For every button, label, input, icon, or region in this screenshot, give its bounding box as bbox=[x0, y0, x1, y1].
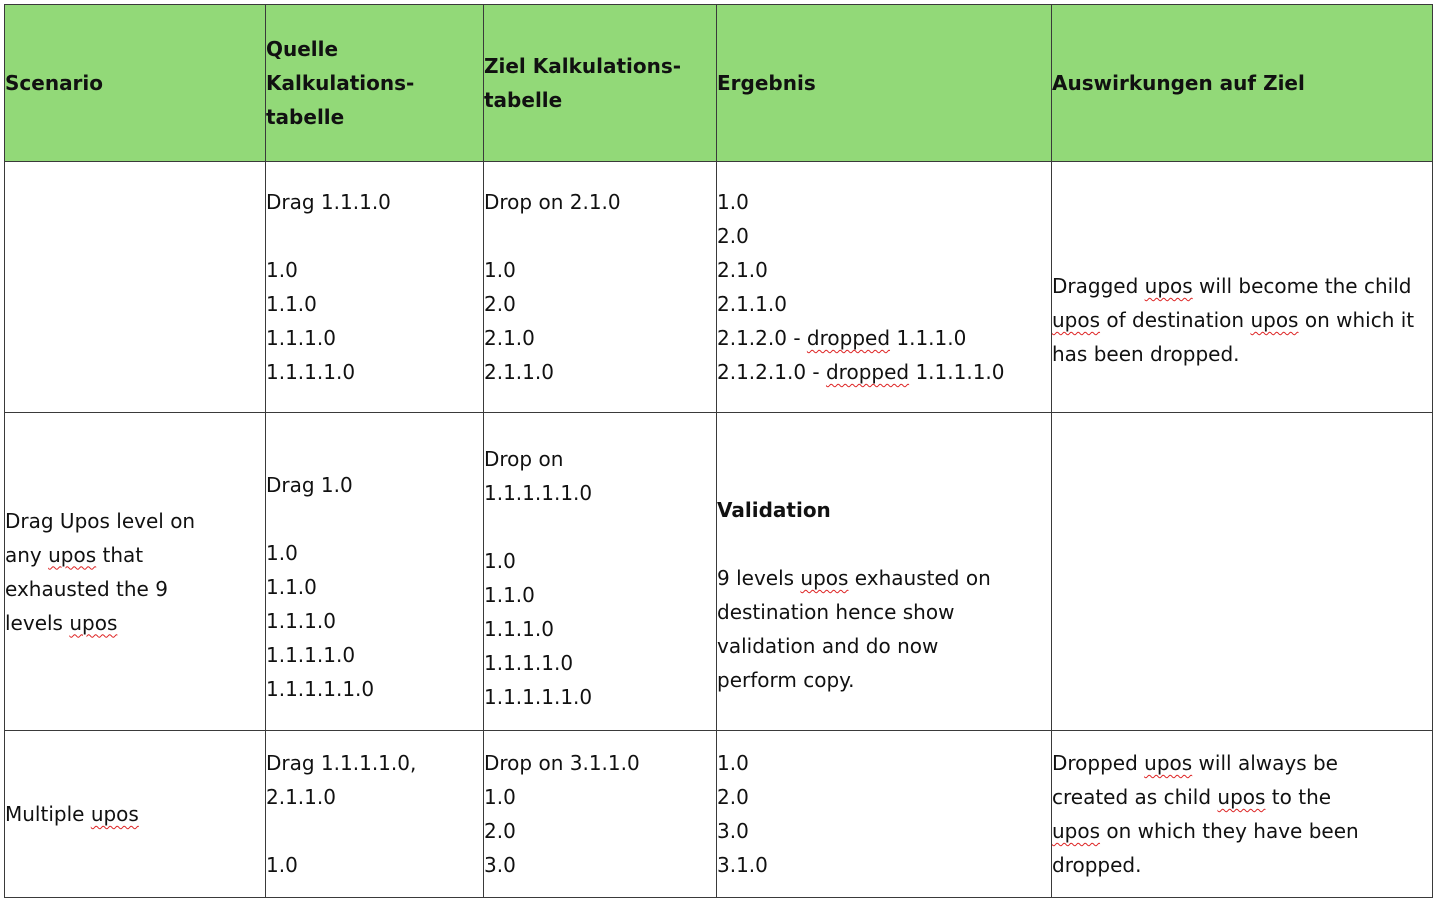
source-level: 1.1.1.0 bbox=[266, 608, 336, 633]
result-line: 2.0 bbox=[717, 224, 749, 248]
result-line: 2.1.0 bbox=[717, 258, 768, 282]
scenario-line: Drag Upos level on bbox=[5, 508, 196, 533]
source-action: Drag 1.1.1.0 bbox=[266, 190, 391, 214]
scenario-cell bbox=[5, 413, 266, 731]
source-level: 1.1.1.1.0 bbox=[266, 642, 356, 667]
scenario-cell bbox=[5, 731, 266, 898]
source-level: 1.1.1.0 bbox=[266, 326, 336, 350]
impact-text bbox=[1052, 274, 1414, 366]
target-level: 1.0 bbox=[484, 258, 516, 282]
impact-cell bbox=[1052, 162, 1433, 413]
impact-part: created as child bbox=[1052, 785, 1218, 809]
impact-part: of destination bbox=[1100, 308, 1251, 332]
target-level: 2.0 bbox=[484, 292, 516, 316]
spellcheck-word: upos bbox=[1217, 785, 1266, 809]
source-level: 1.0 bbox=[266, 258, 298, 282]
target-cell bbox=[484, 731, 717, 898]
dropped-suffix: 1.1.1.1.0 bbox=[909, 360, 1005, 384]
source-action: 2.1.1.0 bbox=[266, 785, 336, 809]
scenario-part: levels bbox=[5, 610, 70, 635]
spellcheck-word: upos bbox=[69, 610, 118, 635]
target-cell bbox=[484, 413, 717, 731]
dropped-prefix: 2.1.2.1.0 - bbox=[717, 360, 826, 384]
target-level: 3.0 bbox=[484, 853, 516, 877]
impact-part: on which it has been dropped. bbox=[1052, 308, 1415, 366]
table-row bbox=[5, 731, 1433, 898]
target-action: Drop on 2.1.0 bbox=[484, 190, 621, 214]
scenario-line: exhausted the 9 bbox=[5, 576, 168, 601]
result-cell bbox=[717, 731, 1052, 898]
impact-part: will always be bbox=[1192, 751, 1338, 775]
header-source: Quelle Kalkulations-tabelle bbox=[266, 5, 484, 162]
scenario-line bbox=[5, 538, 265, 572]
header-row bbox=[5, 5, 1433, 162]
spellcheck-word: upos bbox=[1250, 308, 1299, 332]
target-level: 1.1.1.1.0 bbox=[484, 651, 574, 675]
scenario-part: any bbox=[5, 542, 49, 567]
source-cell bbox=[266, 731, 484, 898]
scenario-table bbox=[4, 4, 1433, 898]
header-target: Ziel Kalkulations-tabelle bbox=[484, 5, 717, 162]
spellcheck-word: upos bbox=[800, 566, 849, 590]
impact-cell bbox=[1052, 731, 1433, 898]
result-line: 3.1.0 bbox=[717, 853, 768, 877]
target-level: 1.1.0 bbox=[484, 583, 535, 607]
spellcheck-word: upos bbox=[1144, 751, 1193, 775]
spellcheck-word: upos bbox=[1144, 274, 1193, 298]
validation-title: Validation bbox=[717, 498, 831, 522]
table-row bbox=[5, 162, 1433, 413]
target-level: 2.0 bbox=[484, 819, 516, 843]
impact-line: dropped. bbox=[1052, 853, 1142, 877]
target-level: 2.1.1.0 bbox=[484, 360, 554, 384]
spellcheck-word: upos bbox=[48, 542, 97, 567]
target-action: Drop on 3.1.1.0 bbox=[484, 751, 640, 775]
result-line: 1.0 bbox=[717, 751, 749, 775]
source-level: 1.1.0 bbox=[266, 574, 317, 599]
spellcheck-word: dropped bbox=[825, 360, 910, 384]
dropped-prefix: 2.1.2.0 - bbox=[717, 326, 807, 350]
header-result: Ergebnis bbox=[717, 5, 1052, 162]
target-level: 1.1.1.0 bbox=[484, 617, 554, 641]
source-level: 1.1.1.1.1.0 bbox=[266, 676, 375, 701]
target-level: 1.1.1.1.1.0 bbox=[484, 685, 593, 709]
source-level: 1.0 bbox=[266, 540, 298, 565]
result-line: 1.0 bbox=[717, 190, 749, 214]
table-row bbox=[5, 413, 1433, 731]
impact-part: to the bbox=[1265, 785, 1332, 809]
scenario-line bbox=[5, 797, 265, 831]
scenario-part: that bbox=[96, 542, 144, 567]
target-level: 2.1.0 bbox=[484, 326, 535, 350]
source-level: 1.0 bbox=[266, 853, 298, 877]
dropped-suffix: 1.1.1.0 bbox=[890, 326, 967, 350]
impact-line bbox=[1052, 814, 1432, 848]
scenario-part: Multiple bbox=[5, 802, 91, 826]
target-action: Drop on bbox=[484, 447, 564, 471]
source-level: 1.1.0 bbox=[266, 292, 317, 316]
result-line: 2.0 bbox=[717, 785, 749, 809]
impact-part: on which they have been bbox=[1100, 819, 1359, 843]
result-line bbox=[717, 561, 1051, 595]
source-action: Drag 1.1.1.1.0, bbox=[266, 751, 417, 775]
spellcheck-word: upos bbox=[1052, 819, 1101, 843]
header-scenario: Scenario bbox=[5, 5, 266, 162]
result-part: 9 levels bbox=[717, 566, 801, 590]
spellcheck-word: upos bbox=[90, 802, 139, 826]
source-cell bbox=[266, 162, 484, 413]
result-part: exhausted on bbox=[848, 566, 991, 590]
target-level: 1.0 bbox=[484, 785, 516, 809]
target-action: 1.1.1.1.1.0 bbox=[484, 481, 593, 505]
impact-part: Dropped bbox=[1052, 751, 1145, 775]
scenario-line bbox=[5, 606, 265, 640]
result-dropped-line bbox=[717, 321, 1051, 355]
target-cell bbox=[484, 162, 717, 413]
source-level: 1.1.1.1.0 bbox=[266, 360, 356, 384]
result-line: perform copy. bbox=[717, 668, 855, 692]
impact-cell bbox=[1052, 413, 1433, 731]
impact-part: will become the child bbox=[1192, 274, 1412, 298]
result-line: 2.1.1.0 bbox=[717, 292, 787, 316]
spellcheck-word: upos bbox=[1052, 308, 1101, 332]
scenario-cell bbox=[5, 162, 266, 413]
result-dropped-line bbox=[717, 355, 1051, 389]
source-cell bbox=[266, 413, 484, 731]
target-level: 1.0 bbox=[484, 549, 516, 573]
result-cell bbox=[717, 413, 1052, 731]
spellcheck-word: dropped bbox=[806, 326, 891, 350]
result-line: 3.0 bbox=[717, 819, 749, 843]
header-impact: Auswirkungen auf Ziel bbox=[1052, 5, 1433, 162]
result-line: validation and do now bbox=[717, 634, 939, 658]
source-action: Drag 1.0 bbox=[266, 472, 353, 497]
impact-line bbox=[1052, 746, 1432, 780]
result-cell bbox=[717, 162, 1052, 413]
impact-part: Dragged bbox=[1052, 274, 1145, 298]
result-line: destination hence show bbox=[717, 600, 955, 624]
impact-line bbox=[1052, 780, 1432, 814]
